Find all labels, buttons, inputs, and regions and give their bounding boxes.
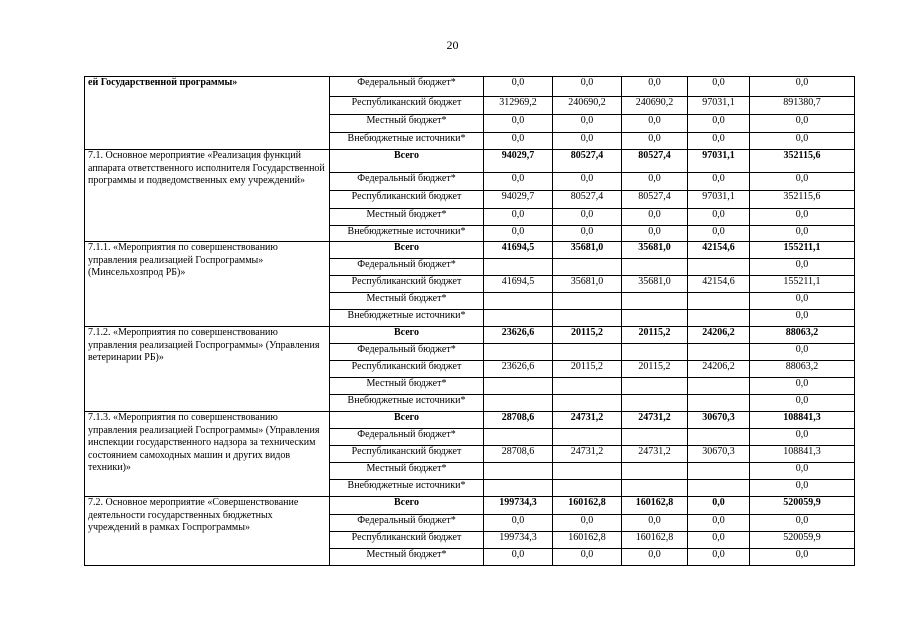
funding-source-cell: Всего [330,412,484,429]
funding-source-cell: Местный бюджет* [330,378,484,395]
value-cell: 24731,2 [622,446,688,463]
value-cell: 97031,1 [688,97,750,115]
value-cell-total: 520059,9 [750,532,855,549]
value-cell: 28708,6 [484,446,553,463]
value-cell: 97031,1 [688,150,750,173]
value-cell: 160162,8 [553,497,622,515]
value-cell: 0,0 [688,549,750,566]
value-cell: 199734,3 [484,497,553,515]
table-row-total [85,497,855,515]
value-cell-total: 0,0 [750,429,855,446]
value-cell: 0,0 [484,133,553,150]
funding-source-cell: Внебюджетные источники* [330,395,484,412]
value-cell: 35681,0 [553,242,622,259]
value-cell: 0,0 [688,77,750,97]
value-cell: 0,0 [553,115,622,133]
value-cell: 0,0 [484,549,553,566]
value-cell: 94029,7 [484,191,553,209]
value-cell: 24206,2 [688,361,750,378]
value-cell: 80527,4 [622,191,688,209]
funding-source-cell: Республиканский бюджет [330,191,484,209]
funding-source-cell: Республиканский бюджет [330,276,484,293]
value-cell: 0,0 [553,77,622,97]
value-cell-total: 108841,3 [750,446,855,463]
value-cell: 35681,0 [622,242,688,259]
value-cell: 0,0 [553,173,622,191]
event-name-cell: 7.1.3. «Мероприятия по совершенствованию управления реализацией Госпрограммы» (Управления инспекции государственного надзора за техническим состоянием самоходных машин и других видов техники)» [85,412,330,497]
funding-source-cell: Республиканский бюджет [330,446,484,463]
funding-source-cell: Всего [330,327,484,344]
table-row-total [85,150,855,173]
value-cell: 23626,6 [484,361,553,378]
value-cell-total: 88063,2 [750,327,855,344]
value-cell [622,463,688,480]
value-cell [622,480,688,497]
value-cell [688,480,750,497]
value-cell-total: 0,0 [750,133,855,150]
value-cell-total: 0,0 [750,480,855,497]
value-cell [484,293,553,310]
value-cell: 0,0 [553,133,622,150]
value-cell [622,293,688,310]
value-cell: 0,0 [622,549,688,566]
value-cell-total: 88063,2 [750,361,855,378]
value-cell: 160162,8 [553,532,622,549]
value-cell-total: 108841,3 [750,412,855,429]
funding-source-cell: Республиканский бюджет [330,532,484,549]
value-cell [553,293,622,310]
value-cell: 0,0 [484,515,553,532]
value-cell-total: 0,0 [750,378,855,395]
value-cell: 24731,2 [553,412,622,429]
value-cell [688,463,750,480]
value-cell: 24731,2 [553,446,622,463]
value-cell: 0,0 [484,209,553,226]
table-row-total [85,327,855,344]
value-cell [553,310,622,327]
value-cell: 0,0 [622,173,688,191]
value-cell [688,293,750,310]
event-name-cell: 7.1.2. «Мероприятия по совершенствованию управления реализацией Госпрограммы» (Управления ветеринарии РБ)» [85,327,330,412]
value-cell-total: 0,0 [750,344,855,361]
value-cell [484,344,553,361]
event-name-cell: ей Государственной программы» [85,77,330,150]
value-cell: 160162,8 [622,532,688,549]
value-cell-total: 352115,6 [750,150,855,173]
value-cell: 312969,2 [484,97,553,115]
table-body [85,77,855,566]
funding-source-cell: Местный бюджет* [330,463,484,480]
value-cell: 0,0 [553,549,622,566]
value-cell [688,344,750,361]
funding-source-cell: Республиканский бюджет [330,361,484,378]
value-cell: 0,0 [484,173,553,191]
value-cell [484,395,553,412]
value-cell [484,378,553,395]
value-cell: 0,0 [688,133,750,150]
value-cell-total: 891380,7 [750,97,855,115]
value-cell: 0,0 [688,173,750,191]
table-row [85,77,855,97]
value-cell: 0,0 [688,115,750,133]
value-cell: 0,0 [688,226,750,242]
table-row-total [85,242,855,259]
funding-source-cell: Внебюджетные источники* [330,226,484,242]
value-cell [622,344,688,361]
funding-source-cell: Внебюджетные источники* [330,310,484,327]
value-cell-total: 0,0 [750,209,855,226]
value-cell [622,378,688,395]
value-cell: 80527,4 [622,150,688,173]
value-cell: 94029,7 [484,150,553,173]
event-name-cell: 7.2. Основное мероприятие «Совершенствование деятельности государственных бюджетных учреждений в рамках Госпрограммы» [85,497,330,566]
funding-source-cell: Всего [330,242,484,259]
value-cell [688,378,750,395]
value-cell [484,310,553,327]
value-cell: 30670,3 [688,412,750,429]
value-cell-total: 0,0 [750,115,855,133]
funding-source-cell: Федеральный бюджет* [330,515,484,532]
value-cell [622,429,688,446]
value-cell [622,259,688,276]
table-row-total [85,412,855,429]
value-cell-total: 0,0 [750,173,855,191]
value-cell: 42154,6 [688,276,750,293]
value-cell [622,395,688,412]
value-cell: 0,0 [688,497,750,515]
value-cell [553,378,622,395]
funding-source-cell: Республиканский бюджет [330,97,484,115]
value-cell [688,395,750,412]
value-cell: 0,0 [622,77,688,97]
value-cell [484,480,553,497]
value-cell: 199734,3 [484,532,553,549]
value-cell: 240690,2 [622,97,688,115]
value-cell: 240690,2 [553,97,622,115]
value-cell: 28708,6 [484,412,553,429]
value-cell: 160162,8 [622,497,688,515]
value-cell-total: 0,0 [750,77,855,97]
value-cell: 80527,4 [553,191,622,209]
funding-source-cell: Федеральный бюджет* [330,77,484,97]
value-cell: 41694,5 [484,276,553,293]
value-cell-total: 155211,1 [750,242,855,259]
value-cell: 20115,2 [622,361,688,378]
value-cell-total: 0,0 [750,259,855,276]
funding-source-cell: Местный бюджет* [330,209,484,226]
value-cell: 24731,2 [622,412,688,429]
value-cell-total: 0,0 [750,463,855,480]
value-cell [688,259,750,276]
value-cell [484,463,553,480]
funding-source-cell: Федеральный бюджет* [330,259,484,276]
value-cell: 35681,0 [622,276,688,293]
value-cell [553,429,622,446]
value-cell [553,344,622,361]
value-cell-total: 0,0 [750,395,855,412]
value-cell: 35681,0 [553,276,622,293]
value-cell: 0,0 [622,209,688,226]
value-cell-total: 0,0 [750,515,855,532]
event-name-cell: 7.1. Основное мероприятие «Реализация функций аппарата ответственного исполнителя Государственной программы и подведомственных ему учреждений» [85,150,330,242]
value-cell: 0,0 [622,115,688,133]
value-cell: 0,0 [688,209,750,226]
value-cell: 20115,2 [553,361,622,378]
value-cell [553,395,622,412]
value-cell: 0,0 [622,133,688,150]
value-cell-total: 0,0 [750,226,855,242]
value-cell-total: 155211,1 [750,276,855,293]
funding-source-cell: Федеральный бюджет* [330,173,484,191]
funding-source-cell: Местный бюджет* [330,293,484,310]
value-cell [484,429,553,446]
value-cell [553,463,622,480]
value-cell: 41694,5 [484,242,553,259]
funding-source-cell: Внебюджетные источники* [330,133,484,150]
event-name-cell: 7.1.1. «Мероприятия по совершенствованию управления реализацией Госпрограммы» (Минсельхозпрод РБ)» [85,242,330,327]
value-cell: 0,0 [553,226,622,242]
value-cell: 30670,3 [688,446,750,463]
funding-source-cell: Местный бюджет* [330,115,484,133]
value-cell: 0,0 [688,515,750,532]
funding-source-cell: Внебюджетные источники* [330,480,484,497]
value-cell [688,429,750,446]
value-cell: 0,0 [484,226,553,242]
value-cell-total: 352115,6 [750,191,855,209]
value-cell: 0,0 [484,77,553,97]
value-cell: 0,0 [688,532,750,549]
value-cell: 97031,1 [688,191,750,209]
value-cell-total: 0,0 [750,549,855,566]
value-cell: 23626,6 [484,327,553,344]
value-cell: 0,0 [484,115,553,133]
funding-source-cell: Всего [330,150,484,173]
value-cell-total: 520059,9 [750,497,855,515]
value-cell: 42154,6 [688,242,750,259]
value-cell: 24206,2 [688,327,750,344]
value-cell [553,480,622,497]
value-cell [553,259,622,276]
budget-table [84,76,855,566]
value-cell: 20115,2 [553,327,622,344]
funding-source-cell: Федеральный бюджет* [330,429,484,446]
value-cell [688,310,750,327]
funding-source-cell: Местный бюджет* [330,549,484,566]
value-cell: 0,0 [553,515,622,532]
value-cell: 0,0 [622,515,688,532]
value-cell: 0,0 [553,209,622,226]
value-cell [622,310,688,327]
funding-source-cell: Всего [330,497,484,515]
value-cell-total: 0,0 [750,293,855,310]
value-cell: 0,0 [622,226,688,242]
value-cell-total: 0,0 [750,310,855,327]
funding-source-cell: Федеральный бюджет* [330,344,484,361]
value-cell: 20115,2 [622,327,688,344]
page-number: 20 [446,38,459,52]
value-cell: 80527,4 [553,150,622,173]
value-cell [484,259,553,276]
